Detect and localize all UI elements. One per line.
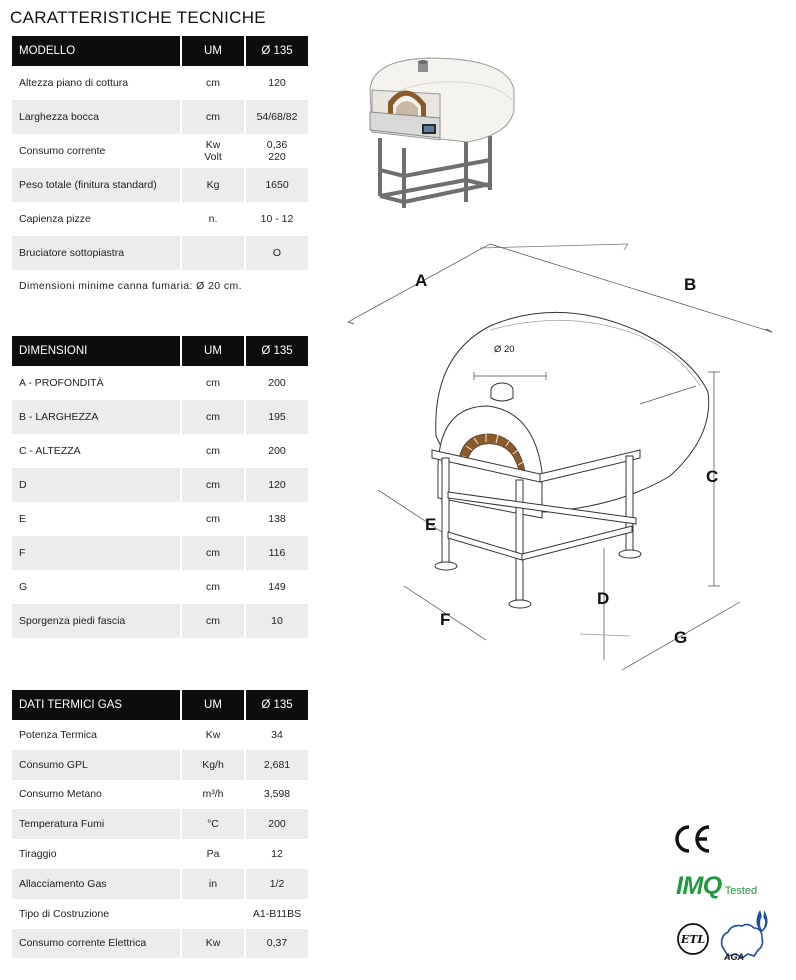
header-um: UM [182,690,244,720]
ce-mark-logo [672,823,712,855]
imq-tested-logo [676,872,757,901]
row-label: E [19,513,27,525]
row-label: F [12,536,180,570]
row-value: 3,598 [263,788,291,801]
dimension-diagram [340,236,790,676]
header-um: UM [182,36,244,66]
row-value [246,134,308,168]
table-row [12,468,308,502]
row-label: C - ALTEZZA [19,445,81,457]
row-value: 200 [268,445,286,457]
table-header [12,36,308,66]
row-label: Tiraggio [19,848,57,861]
row-label: Temperatura Fumi [12,809,180,839]
row-um-line1: Kw [205,139,221,151]
table-row [12,134,308,168]
row-label: B - LARGHEZZA [12,400,180,434]
table-row [12,780,308,810]
row-label: Potenza Termica [19,728,98,741]
header-dimensions: DIMENSIONI [12,336,180,366]
table-row [12,604,308,638]
row-value: 1650 [246,168,308,202]
row-value: 34 [271,728,283,741]
row-label: Allacciamento Gas [12,869,180,899]
row-value: 195 [246,400,308,434]
header-um: UM [182,336,244,366]
row-um: cm [182,604,244,638]
row-value: 2,681 [246,750,308,780]
row-um: Kw [205,728,221,741]
row-um [182,899,244,929]
row-um: Kg [182,168,244,202]
table-row [12,100,308,134]
row-label: Consumo GPL [12,750,180,780]
row-label: Peso totale (finitura standard) [12,168,180,202]
table-row [12,809,308,839]
row-value: 120 [246,468,308,502]
thermal-data-table [12,690,308,958]
row-um: Kw [182,929,244,959]
header-model: MODELLO [12,36,180,66]
table-row [12,536,308,570]
table-row [12,899,308,929]
row-value: A1-B11BS [252,907,302,920]
row-um: cm [182,468,244,502]
flue-diameter-label: Ø 20 [494,344,515,355]
row-um: m³/h [202,788,224,801]
dimension-letter-g: G [674,628,688,647]
row-value: 149 [268,581,286,593]
dimension-letter-d: D [597,589,610,608]
row-value: 200 [268,377,286,389]
row-value: 10 - 12 [260,213,294,225]
table-row [12,869,308,899]
aga-approval-logo [718,906,776,962]
row-um [182,134,244,168]
table-row [12,366,308,400]
header-diameter: Ø 135 [246,36,308,66]
row-um: cm [182,536,244,570]
row-um: cm [182,100,244,134]
row-value: 1/2 [246,869,308,899]
row-label: Bruciatore sottopiastra [12,236,180,270]
table-row [12,400,308,434]
table-row [12,929,308,959]
row-value: 200 [246,809,308,839]
row-value-line1: 0,36 [266,139,288,151]
row-um: °C [182,809,244,839]
dimensions-table [12,336,308,638]
imq-tested-text: Tested [724,885,758,897]
table-row [12,839,308,869]
oven-product-image [358,50,518,212]
row-um [182,236,244,270]
row-value: 138 [268,513,286,525]
row-label: Larghezza bocca [12,100,180,134]
row-um: cm [182,400,244,434]
row-um: cm [206,581,220,593]
header-thermal: DATI TERMICI GAS [12,690,180,720]
table-header [12,336,308,366]
row-label: Tipo di Costruzione [19,907,110,920]
table-row [12,168,308,202]
aga-text: AGA [724,952,744,962]
row-value: 116 [246,536,308,570]
row-um-line2: Volt [204,151,222,163]
row-label: G [19,581,28,593]
row-value: 12 [271,848,283,861]
dimension-letter-c: C [706,467,719,486]
row-um: cm [206,377,220,389]
row-value: 54/68/82 [246,100,308,134]
row-label: Consumo corrente Elettrica [12,929,180,959]
row-value-line2: 220 [268,151,286,163]
row-label: D [12,468,180,502]
table-row [12,202,308,236]
row-value: 0,37 [246,929,308,959]
table-row [12,570,308,604]
row-value: 10 [246,604,308,638]
row-label: Sporgenza piedi fascia [12,604,180,638]
table-row [12,720,308,750]
row-um: cm [206,77,220,89]
row-um: n. [208,213,218,225]
dimension-letter-e: E [425,515,437,534]
row-label: A - PROFONDITÀ [19,377,104,389]
etl-text: ETL [680,933,706,946]
row-label: Altezza piano di cottura [19,77,129,89]
row-label: Consumo Metano [19,788,102,801]
row-um: cm [206,445,220,457]
imq-mark: IMQ [676,872,722,900]
row-label: Capienza pizze [19,213,91,225]
row-value: O [246,236,308,270]
table-header [12,690,308,720]
flue-note: Dimensioni minime canna fumaria: Ø 20 cm. [19,280,242,292]
model-spec-table [12,36,308,270]
header-diameter: Ø 135 [246,336,308,366]
dimension-letter-f: F [440,610,451,629]
row-label: Consumo corrente [19,145,106,157]
header-diameter: Ø 135 [246,690,308,720]
table-row [12,502,308,536]
row-um: cm [206,513,220,525]
row-value: 120 [268,77,286,89]
page-title: CARATTERISTICHE TECNICHE [10,8,266,27]
table-row [12,66,308,100]
table-row [12,236,308,270]
etl-listed-logo [676,922,710,956]
row-um: Kg/h [182,750,244,780]
row-um: in [182,869,244,899]
row-um: Pa [206,848,220,861]
table-row [12,750,308,780]
dimension-letter-a: A [415,271,428,290]
dimension-letter-b: B [684,275,697,294]
table-row [12,434,308,468]
